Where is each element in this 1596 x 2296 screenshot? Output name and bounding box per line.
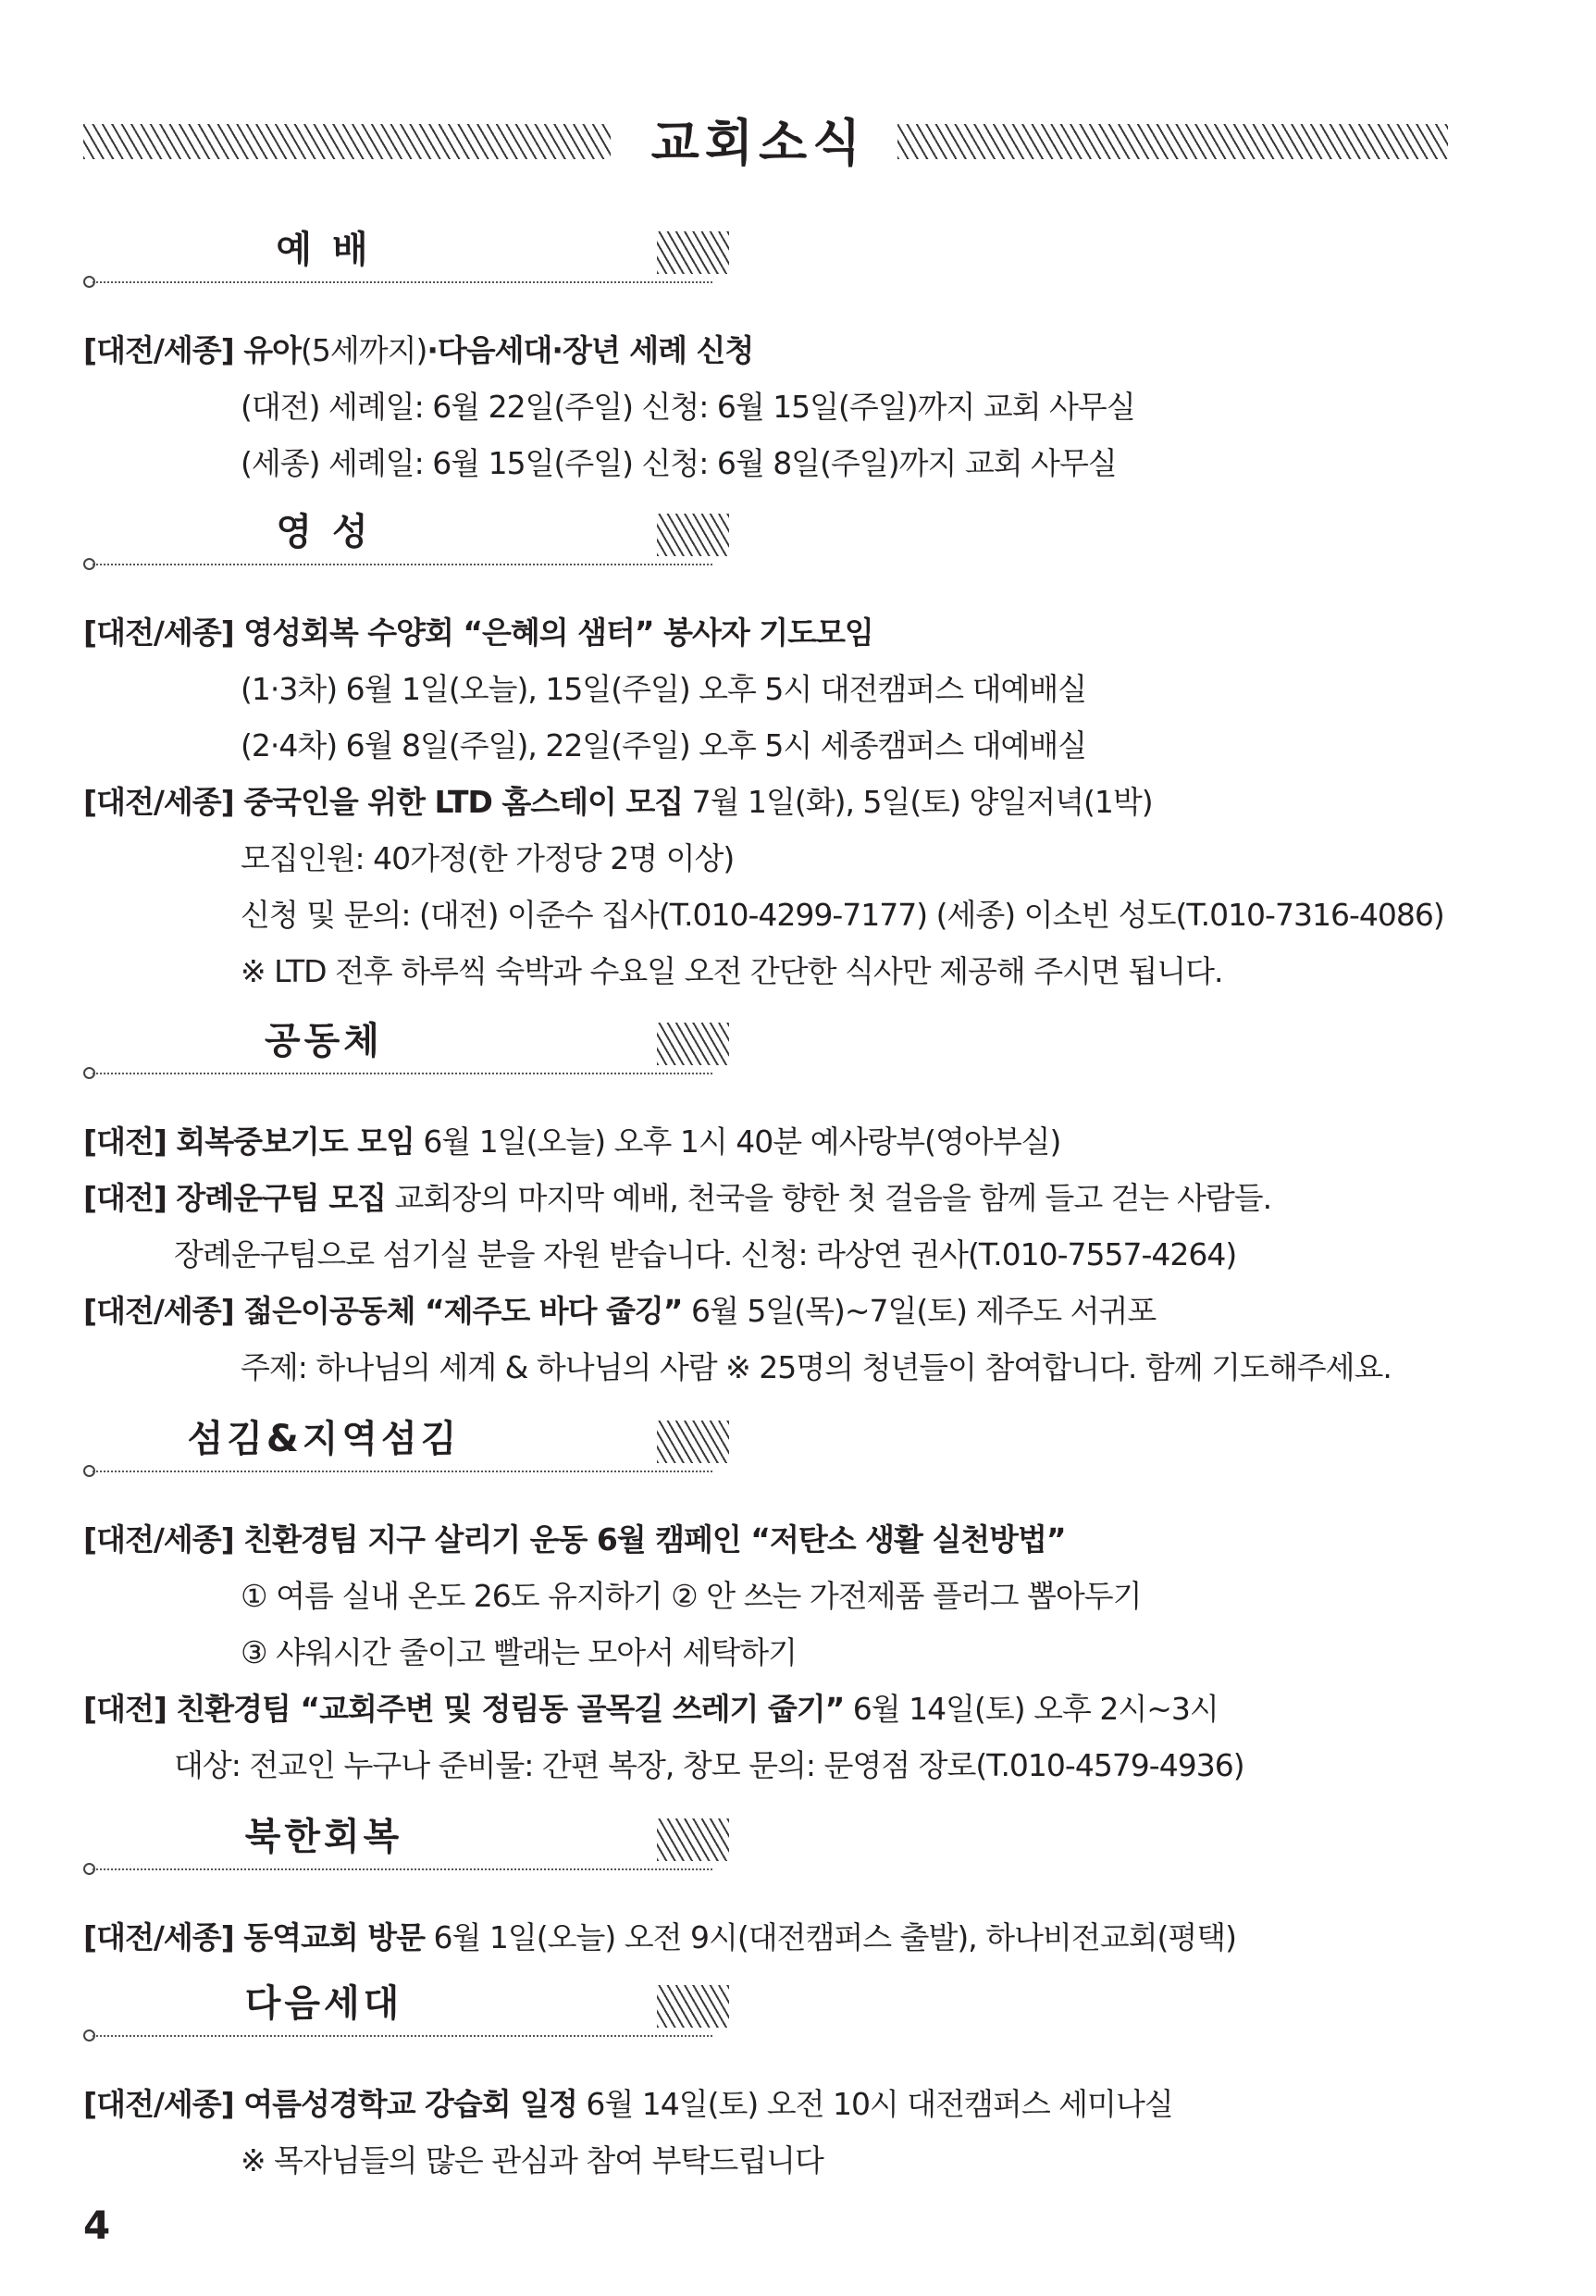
- notice-detail: ① 여름 실내 온도 26도 유지하기 ② 안 쓰는 가전제품 플러그 뽑아두기: [241, 1578, 1142, 1614]
- section-title: 공동체: [265, 1020, 383, 1062]
- hatch-decoration-right: [897, 124, 1448, 159]
- notice-heading: 중국인을 위한 LTD 홈스테이 모집: [233, 784, 684, 820]
- notice-text: 교회장의 마지막 예배, 천국을 향한 첫 걸음을 함께 들고 걷는 사람들.: [386, 1180, 1272, 1216]
- section-header: [83, 1013, 1527, 1078]
- dotted-divider: [93, 1073, 712, 1074]
- section-header: [83, 222, 1527, 287]
- campus-tag: [대전/세종]: [83, 784, 234, 820]
- notice-heading: ·다음세대·장년 세례 신청: [427, 332, 754, 368]
- notice-note: (5세까지): [300, 332, 427, 368]
- hatch-decoration: [657, 1818, 729, 1861]
- notice-line: [83, 1511, 1527, 1568]
- notice-text: 7월 1일(화), 5일(토) 양일저녁(1박): [683, 784, 1153, 820]
- hatch-decoration: [657, 514, 729, 556]
- campus-tag: [대전]: [83, 1180, 167, 1216]
- notice-text: 6월 14일(토) 오전 10시 대전캠퍼스 세미나실: [576, 2086, 1173, 2122]
- notice-line: [83, 2076, 1527, 2132]
- notice-line: [83, 604, 1527, 661]
- notice-detail: (1·3차) 6월 1일(오늘), 15일(주일) 오후 5시 대전캠퍼스 대예배실: [241, 671, 1087, 707]
- notice-heading: 회복중보기도 모임: [166, 1123, 414, 1160]
- dotted-divider: [93, 281, 712, 283]
- campus-tag: [대전]: [83, 1691, 167, 1727]
- campus-tag: [대전/세종]: [83, 2086, 234, 2122]
- section-header: [83, 504, 1527, 569]
- section-header: [83, 1809, 1527, 1874]
- campus-tag: [대전]: [83, 1123, 167, 1160]
- notice-detail: 모집인원: 40가정(한 가정당 2명 이상): [241, 840, 735, 876]
- notice-heading: 젊은이공동체 “제주도 바다 줍깅”: [233, 1293, 683, 1329]
- hatch-decoration: [657, 1421, 729, 1463]
- section-worship: [83, 222, 1527, 491]
- notice-detail: 주제: 하나님의 세계 & 하나님의 사람 ※ 25명의 청년들이 참여합니다. 함께 기도해주세요.: [241, 1349, 1392, 1385]
- section-title: 다음세대: [244, 1982, 403, 2025]
- section-header: [83, 1976, 1527, 2041]
- notice-text: 6월 14일(토) 오후 2시~3시: [844, 1691, 1219, 1727]
- notice-detail: 대상: 전교인 누구나 준비물: 간편 복장, 창모 문의: 문영점 장로(T.010-4579-4936): [174, 1747, 1244, 1783]
- notice-line: [83, 1170, 1527, 1226]
- notice-line: [83, 774, 1527, 830]
- notice-heading: 동역교회 방문: [233, 1919, 425, 1955]
- notice-detail: 신청 및 문의: (대전) 이준수 집사(T.010-4299-7177) (세종) 이소빈 성도(T.010-7316-4086): [241, 897, 1444, 933]
- notice-line: [83, 1283, 1527, 1339]
- notice-heading: 친환경팀 지구 살리기 운동 6월 캠페인 “저탄소 생활 실천방법”: [233, 1521, 1066, 1558]
- notice-heading: 여름성경학교 강습회 일정: [233, 2086, 577, 2122]
- notice-text: 6월 5일(목)~7일(토) 제주도 서귀포: [682, 1293, 1157, 1329]
- page-number: 4: [83, 2203, 111, 2248]
- hatch-decoration: [657, 1023, 729, 1065]
- notice-detail: ③ 샤워시간 줄이고 빨래는 모아서 세탁하기: [241, 1634, 797, 1670]
- hatch-decoration: [657, 1985, 729, 2028]
- page-title-bar: [83, 111, 1453, 176]
- dotted-divider: [93, 1868, 712, 1870]
- section-spiritual: [83, 504, 1527, 999]
- notice-heading: 유아: [233, 332, 301, 368]
- hatch-decoration-left: [83, 124, 611, 159]
- campus-tag: [대전/세종]: [83, 1293, 234, 1329]
- notice-heading: 친환경팀 “교회주변 및 정림동 골목길 쓰레기 줍기”: [166, 1691, 845, 1727]
- campus-tag: [대전/세종]: [83, 332, 234, 368]
- campus-tag: [대전/세종]: [83, 1521, 234, 1558]
- notice-text: 6월 1일(오늘) 오후 1시 40분 예사랑부(영아부실): [414, 1123, 1061, 1160]
- section-service: [83, 1411, 1527, 1793]
- notice-line: [83, 1113, 1527, 1170]
- campus-tag: [대전/세종]: [83, 614, 234, 651]
- dotted-divider: [93, 1471, 712, 1472]
- section-community: [83, 1013, 1527, 1396]
- notice-heading: 영성회복 수양회 “은혜의 샘터” 봉사자 기도모임: [233, 614, 873, 651]
- section-title: 영 성: [276, 511, 372, 553]
- notice-detail: (대전) 세례일: 6월 22일(주일) 신청: 6월 15일(주일)까지 교회 사무실: [241, 389, 1135, 425]
- section-next-generation: [83, 1976, 1527, 2189]
- campus-tag: [대전/세종]: [83, 1919, 234, 1955]
- notice-line: [83, 1681, 1527, 1737]
- hatch-decoration: [657, 231, 729, 274]
- notice-detail: (세종) 세례일: 6월 15일(주일) 신청: 6월 8일(주일)까지 교회 사무실: [241, 445, 1117, 481]
- page-title: 교회소식: [650, 114, 867, 172]
- section-title: 섬김&지역섬김: [187, 1418, 461, 1460]
- dotted-divider: [93, 2035, 712, 2037]
- section-header: [83, 1411, 1527, 1476]
- notice-detail: (2·4차) 6월 8일(주일), 22일(주일) 오후 5시 세종캠퍼스 대예배실: [241, 727, 1087, 763]
- notice-detail: 장례운구팀으로 섬기실 분을 자원 받습니다. 신청: 라상연 권사(T.010-7557-4264): [174, 1236, 1237, 1272]
- notice-detail: ※ LTD 전후 하루씩 숙박과 수요일 오전 간단한 식사만 제공해 주시면 됩니다.: [241, 953, 1223, 989]
- section-title: 예 배: [276, 229, 372, 271]
- notice-line: [83, 1909, 1527, 1966]
- dotted-divider: [93, 564, 712, 565]
- notice-text: 6월 1일(오늘) 오전 9시(대전캠퍼스 출발), 하나비전교회(평택): [424, 1919, 1236, 1955]
- section-title: 북한회복: [244, 1816, 403, 1858]
- notice-line: [83, 322, 1527, 379]
- notice-detail: ※ 목자님들의 많은 관심과 참여 부탁드립니다: [241, 2142, 823, 2178]
- notice-heading: 장례운구팀 모집: [166, 1180, 387, 1216]
- section-nk: [83, 1809, 1527, 1966]
